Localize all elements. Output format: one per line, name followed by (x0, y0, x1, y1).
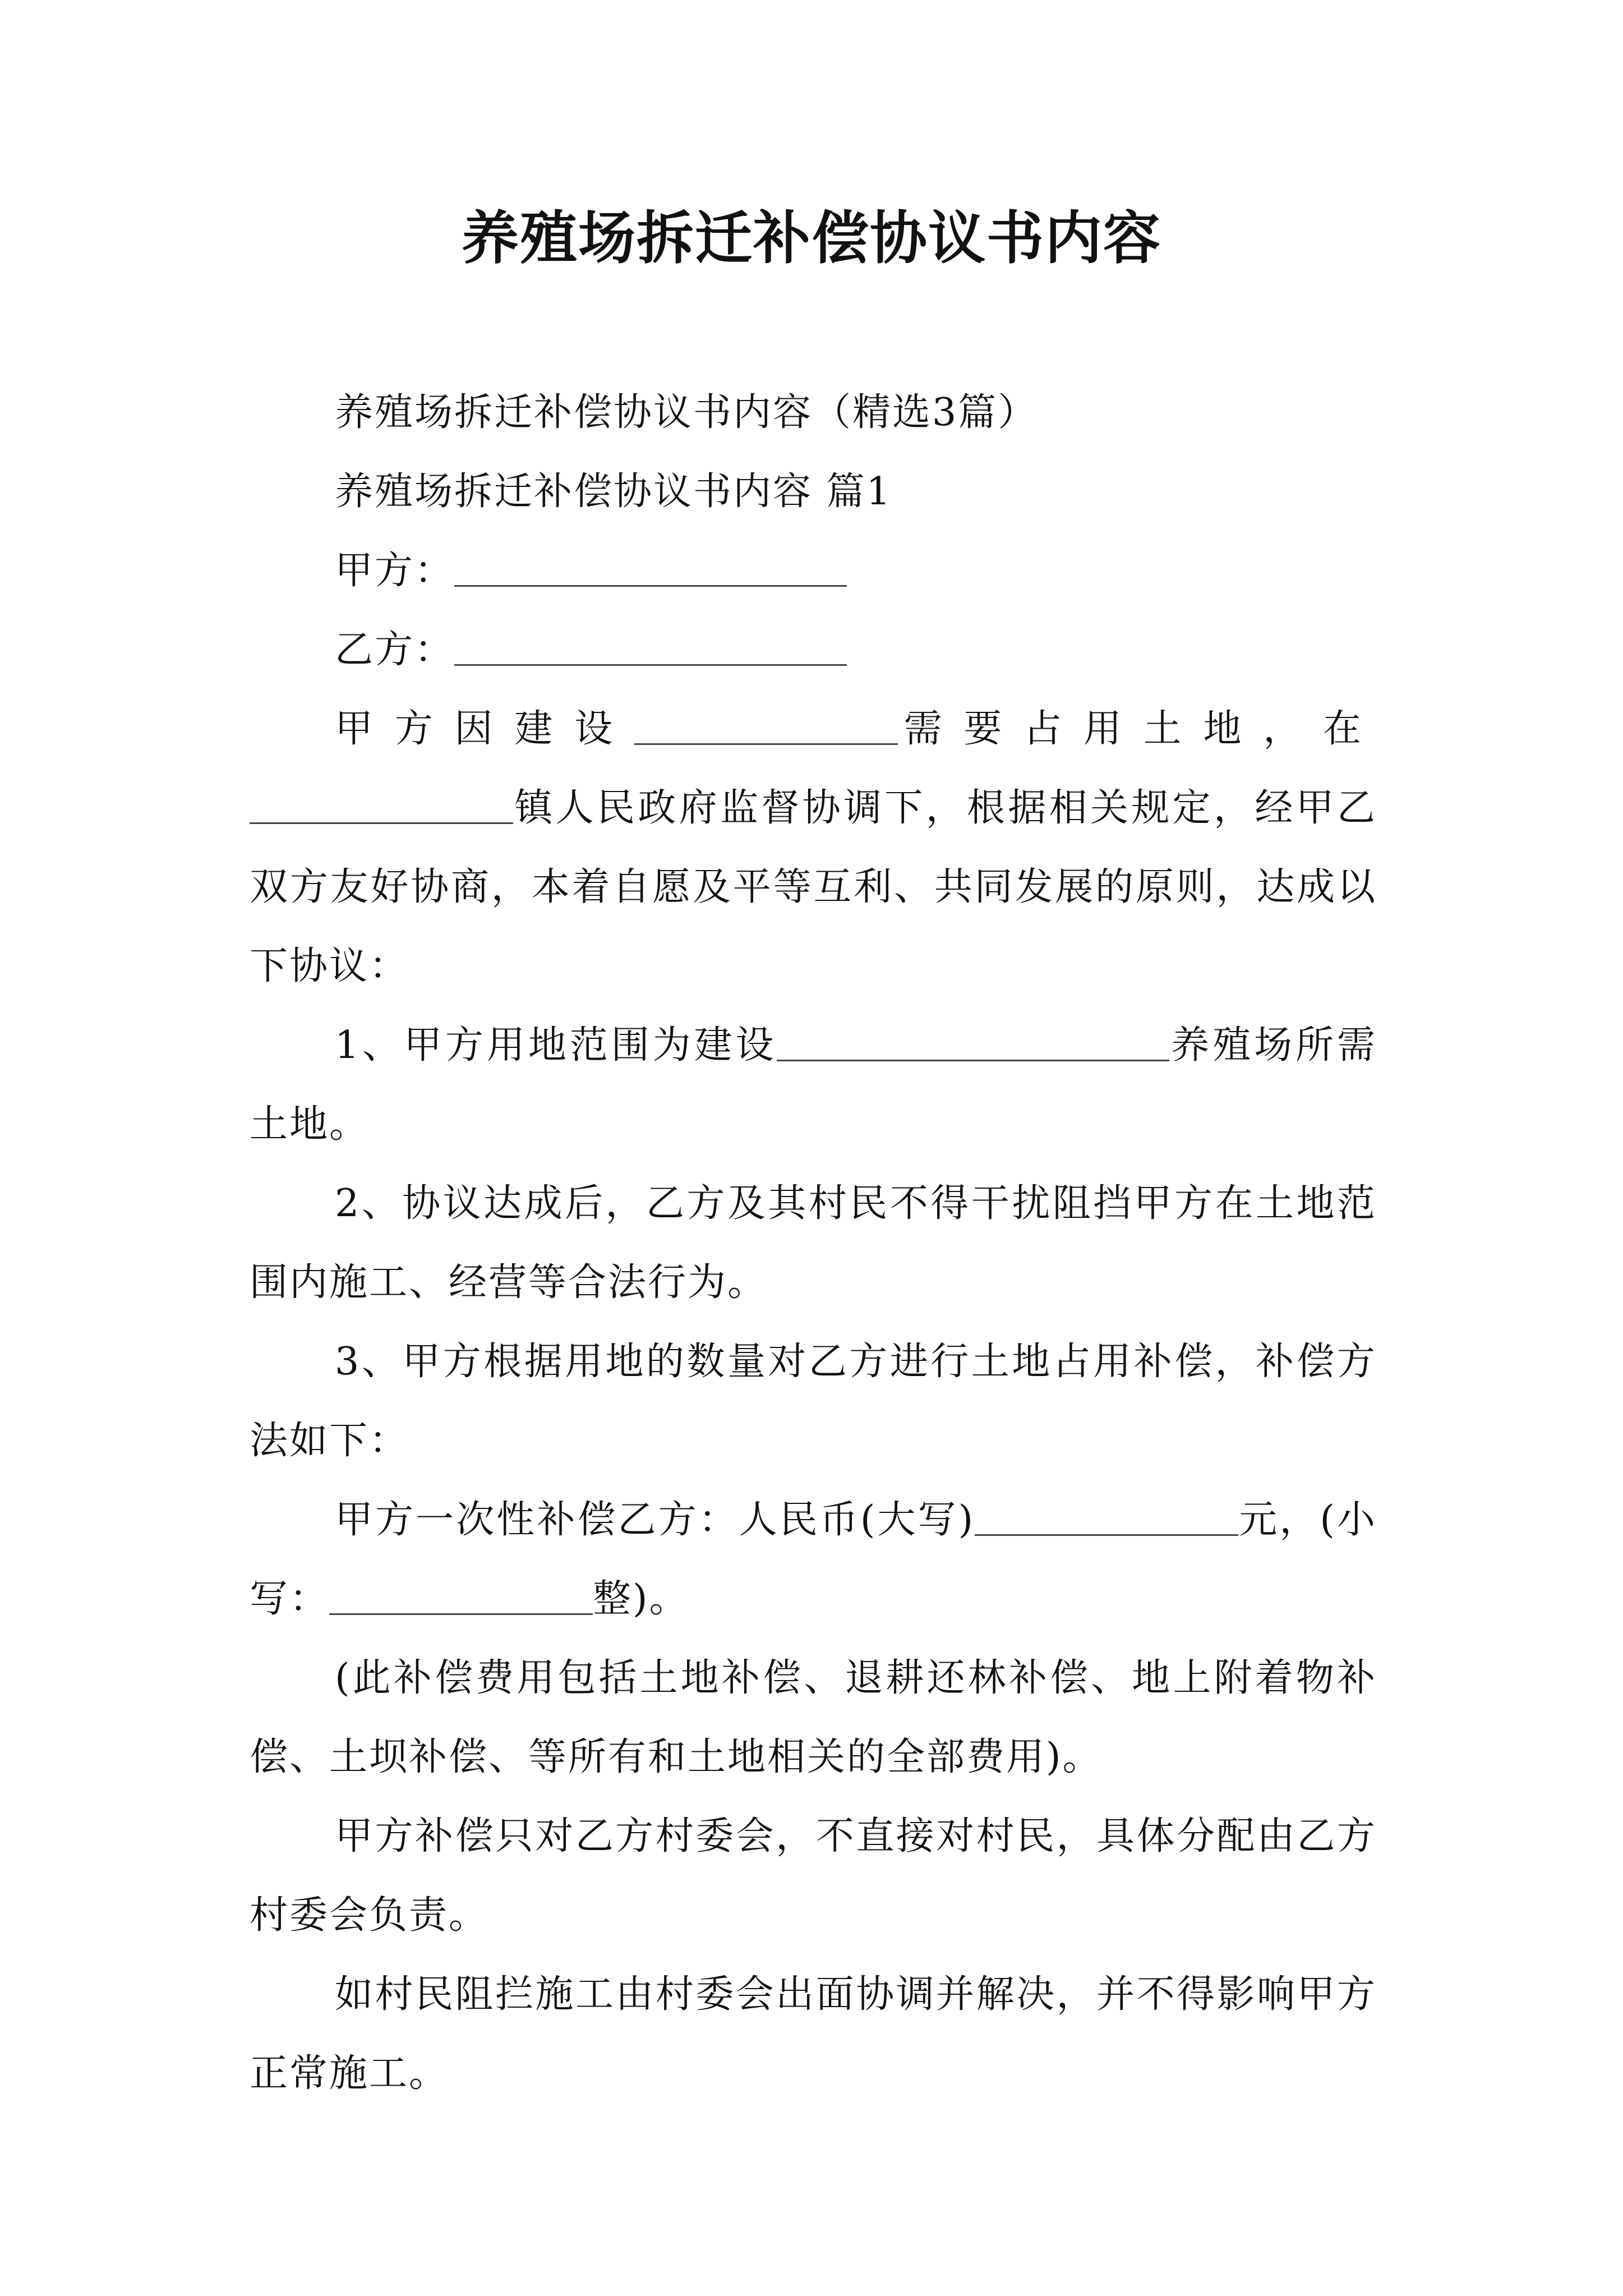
clause-1-part1: 1、甲方用地范围为建设 (335, 1023, 777, 1068)
intro-part2: 需要占用土地，在 (897, 707, 1377, 751)
clause-1-part2: 养殖场所需土地。 (250, 1023, 1377, 1147)
party-b-line (250, 610, 1377, 689)
payment-part3: 整)。 (593, 1577, 689, 1621)
construction-blank (634, 708, 898, 745)
document-title: 养殖场拆迁补偿协议书内容 (462, 205, 1161, 272)
amount-uppercase-blank (975, 1499, 1238, 1536)
obstruction-paragraph: 如村民阻拦施工由村委会出面协调并解决，并不得影响甲方正常施工。 (250, 1972, 1377, 2096)
document-body (250, 373, 1377, 2113)
village-committee-paragraph: 甲方补偿只对乙方村委会，不直接对村民，具体分配由乙方村委会负责。 (250, 1814, 1377, 1938)
clause-1 (250, 1006, 1377, 1164)
intro-part3: 镇人民政府监督协调下，根据相关规定，经甲乙双方友好协商，本着自愿及平等互利、共同发展的原则，达成以下协议： (250, 786, 1377, 988)
clause-3: 3、甲方根据用地的数量对乙方进行土地占用补偿，补偿方法如下： (250, 1340, 1377, 1463)
section-heading: 养殖场拆迁补偿协议书内容 篇1 (335, 470, 892, 514)
party-a-label: 甲方： (335, 549, 455, 593)
subtitle: 养殖场拆迁补偿协议书内容（精选3篇） (335, 390, 1038, 435)
party-b-label: 乙方： (335, 628, 455, 672)
farm-name-blank (777, 1025, 1169, 1061)
intro-paragraph (250, 689, 1377, 1006)
payment-part1: 甲方一次性补偿乙方：人民币(大写) (335, 1498, 975, 1542)
payment-part2: 元，(小写： (250, 1498, 1377, 1621)
party-a-line (250, 531, 1377, 610)
party-b-blank (454, 629, 847, 666)
clause-2: 2、协议达成后，乙方及其村民不得干扰阻挡甲方在土地范围内施工、经营等合法行为。 (250, 1181, 1377, 1305)
intro-part1: 甲方因建设 (335, 707, 634, 751)
compensation-note: (此补偿费用包括土地补偿、退耕还林补偿、地上附着物补偿、土坝补偿、等所有和土地相关的全部费用)。 (250, 1656, 1377, 1779)
party-a-blank (454, 550, 847, 587)
amount-lowercase-blank (329, 1579, 593, 1615)
payment-paragraph (250, 1480, 1377, 1639)
town-blank (250, 788, 513, 824)
